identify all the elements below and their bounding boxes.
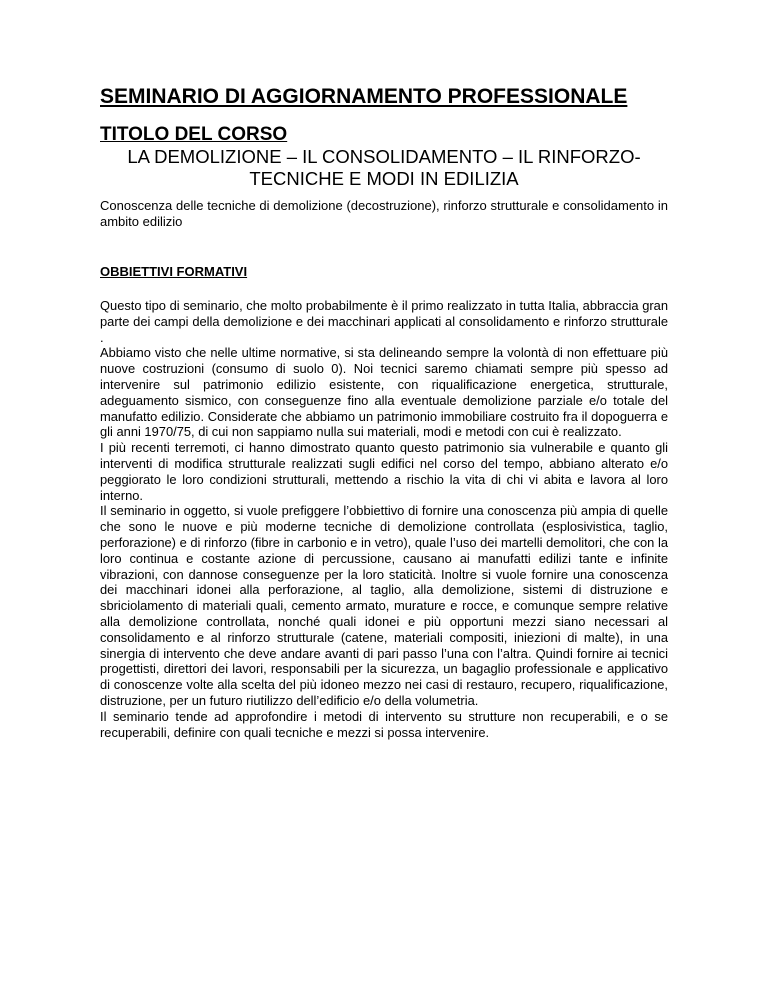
main-title: SEMINARIO DI AGGIORNAMENTO PROFESSIONALE	[100, 85, 628, 108]
intro-text: Conoscenza delle tecniche di demolizione (decostruzione), rinforzo strutturale e consolidamento in ambito edilizio	[100, 198, 668, 229]
paragraph-1: Questo tipo di seminario, che molto probabilmente è il primo realizzato in tutta Italia, abbraccia gran parte dei campi della demolizione e dei macchinari applicati al consolidamento e rinforzo strutturale .	[100, 298, 668, 345]
body-text	[100, 298, 668, 740]
course-title	[100, 146, 668, 190]
paragraph-5: Il seminario tende ad approfondire i metodi di intervento su strutture non recuperabili, e o se recuperabili, definire con quali tecniche e mezzi si possa intervenire.	[100, 708, 668, 740]
paragraph-4: Il seminario in oggetto, si vuole prefiggere l’obbiettivo di fornire una conoscenza più ampia di quelle che sono le nuove e più moderne tecniche di demolizione controllata (esplosivistica, taglio, perforazione) e di rinforzo (fibre in carbonio e in vetro), quale l’uso dei martelli demolitori, che con la loro continua e costante azione di percussione, causano ai manufatti edilizi tante e infinite vibrazioni, con dannose conseguenze per la loro staticità. Inoltre si vuole fornire una conoscenza dei macchinari idonei alla perforazione, al taglio, alla demolizione, sistemi di distruzione e sbriciolamento di materiali quali, cemento armato, murature e rocce, e comunque sempre relative alla demolizione controllata, nonché quali idonei e più opportuni mezzi siano necessari al consolidamento e al rinforzo strutturale (catene, materiali compositi, iniezioni di malte), in una sinergia di intervento che deve andare avanti di pari passo l’una con l’altra. Quindi fornire ai tecnici progettisti, direttori dei lavori, responsabili per la sicurezza, un bagaglio professionale e applicativo di conoscenze volte alla scelta del più idoneo mezzo nei casi di restauro, recupero, riqualificazione, distruzione, per un futuro riutilizzo dell’edificio e/o della volumetria.	[100, 503, 668, 708]
paragraph-3: I più recenti terremoti, ci hanno dimostrato quanto questo patrimonio sia vulnerabile e quanto gli interventi di modifica strutturale realizzati sugli edifici nel corso del tempo, abbiano alterato e/o peggiorato le loro condizioni strutturali, mettendo a rischio la vita di chi vi abita e lavora al loro interno.	[100, 440, 668, 503]
course-title-line-1: LA DEMOLIZIONE – IL CONSOLIDAMENTO – IL RINFORZO-	[127, 146, 641, 167]
section-heading: OBBIETTIVI FORMATIVI	[100, 264, 248, 279]
course-label: TITOLO DEL CORSO	[100, 124, 288, 145]
course-title-line-2: TECNICHE E MODI IN EDILIZIA	[249, 168, 519, 189]
paragraph-2: Abbiamo visto che nelle ultime normative, si sta delineando sempre la volontà di non effettuare più nuove costruzioni (consumo di suolo 0). Noi tecnici saremo chiamati sempre più spesso ad intervenire sul patrimonio edilizio esistente, con riqualificazione energetica, strutturale, adeguamento sismico, con conseguenze fino alla eventuale demolizione parziale e/o totale del manufatto edilizio. Considerate che abbiamo un patrimonio immobiliare costruito fra il dopoguerra e gli anni 1970/75, di cui non sappiamo nulla sui materiali, modi e metodi con cui è realizzato.	[100, 345, 668, 440]
